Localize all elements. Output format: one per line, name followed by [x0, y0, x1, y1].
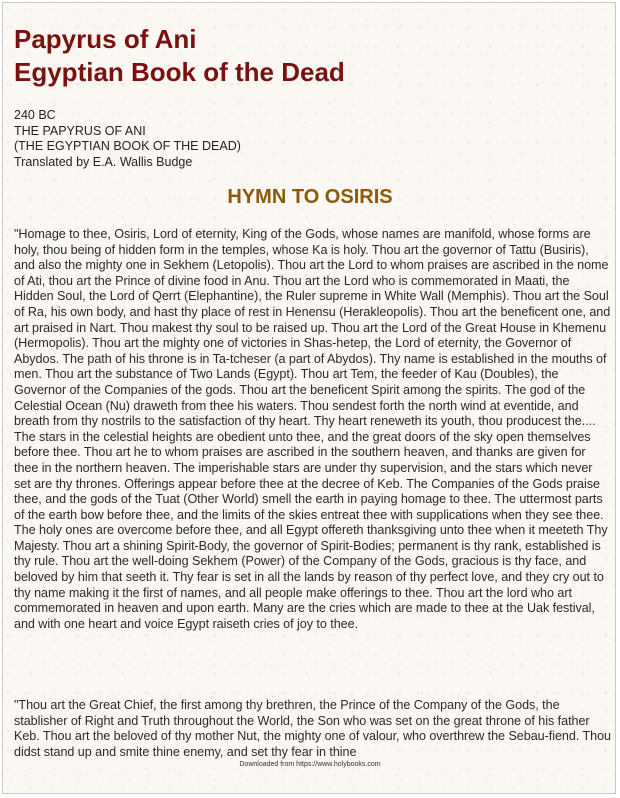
section-heading: HYMN TO OSIRIS	[227, 186, 393, 208]
body-paragraph: "Homage to thee, Osiris, Lord of eternity, King of the Gods, whose names are manifold, whose forms are holy, thou being of hidden form in the temples, whose Ka is holy. Thou art the governor of Tattu (Busiris), and also the mighty one in Sekhem (Letopolis). Thou art the Lord to whom praises are ascribed in the nome of Ati, thou art the Prince of divine food in Anu. Thou art the Lord who is commemorated in Maati, the Hidden Soul, the Lord of Qerrt (Elephantine), the Ruler supreme in White Wall (Memphis). Thou art the Soul of Ra, his own body, and hast thy place of rest in Henensu (Herakleopolis). Thou art the beneficent one, and art praised in Nart. Thou makest thy soul to be raised up. Thou art the Lord of the Great House in Khemenu (Hermopolis). Thou art the mighty one of victories in Shas-hetep, the Lord of eternity, the Governor of Abydos. The path of his throne is in Ta-tcheser (a part of Abydos). Thy name is established in the mouths of men. Thou art the substance of Two Lands (Egypt). Thou art Tem, the feeder of Kau (Doubles), the Governor of the Companies of the gods. Thou art the beneficent Spirit among the spirits. The god of the Celestial Ocean (Nu) draweth from thee his waters. Thou sendest forth the north wind at eventide, and breath from thy nostrils to the satisfaction of thy heart. Thy heart reneweth its youth, thou producest the.... The stars in the celestial heights are obedient unto thee, and the great doors of the sky open themselves before thee. Thou art he to whom praises are ascribed in the southern heaven, and thanks are given for thee in the northern heaven. The imperishable stars are under thy supervision, and the stars which never set are thy thrones. Offerings appear before thee at the decree of Keb. The Companies of the Gods praise thee, and the gods of the Tuat (Other World) smell the earth in paying homage to thee. The uttermost parts of the earth bow before thee, and the limits of the skies entreat thee with supplications when they see thee. The holy ones are overcome before thee, and all Egypt offereth thanksgiving unto thee when it meeteth Thy Majesty. Thou art a shining Spirit-Body, the governor of Spirit-Bodies; permanent is thy rank, established is thy rule. Thou art the well-doing Sekhem (Power) of the Company of the Gods, gracious is thy face, and beloved by him that seeth it. Thy fear is set in all the lands by reason of thy perfect love, and they cry out to thy name making it the first of names, and all people make offerings to thee. Thou art the lord who art commemorated in heaven and upon earth. Many are the cries which are made to thee at the Uak festival, and with one heart and voice Egypt raiseth cries of joy to thee.	[14, 227, 611, 631]
document-page	[2, 2, 616, 794]
meta-translator: Translated by E.A. Wallis Budge	[14, 154, 193, 169]
download-footer: Downloaded from https://www.holybooks.com	[239, 761, 381, 768]
title-line-1: Papyrus of Ani	[14, 24, 197, 54]
meta-date: 240 BC	[14, 108, 56, 122]
meta-subtitle: (THE EGYPTIAN BOOK OF THE DEAD)	[14, 139, 241, 153]
body-paragraph: "Thou art the Great Chief, the first among thy brethren, the Prince of the Company of the Gods, the stablisher of Right and Truth throughout the World, the Son who was set on the great throne of his father Keb. Thou art the beloved of thy mother Nut, the mighty one of valour, who overthrew the Sebau-fiend. Thou didst stand up and smite thine enemy, and set thy fear in thine	[14, 698, 611, 759]
document-title	[14, 23, 345, 89]
document-meta	[14, 108, 241, 170]
title-line-2: Egyptian Book of the Dead	[14, 57, 345, 87]
meta-work-title: THE PAPYRUS OF ANI	[14, 123, 146, 138]
